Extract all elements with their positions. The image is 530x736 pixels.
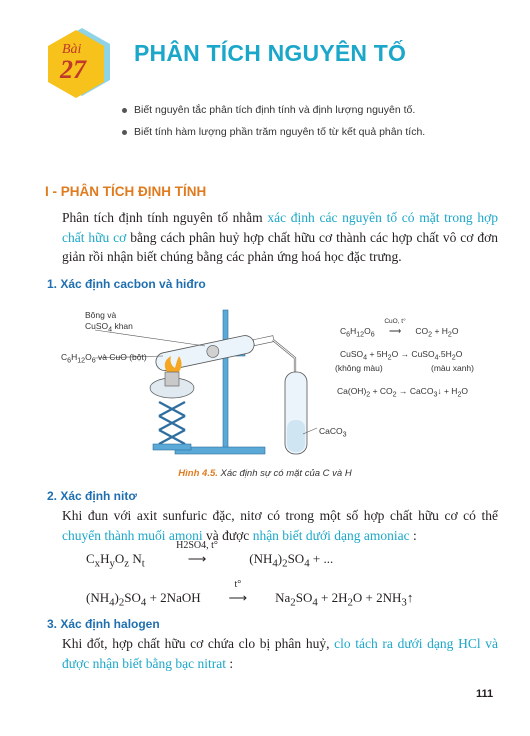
nitrogen-highlight-2: nhận biết dưới dạng amoniac (252, 527, 410, 543)
intro-text-end: bằng cách phân huỷ hợp chất hữu cơ thành các hợp chất vô cơ đơn giản rồi nhận biết chúng bằng các phản ứng hoá học đặc trưng. (62, 229, 498, 264)
label-cotton: Bông và (85, 310, 117, 320)
nitrogen-equation-2: $(NH_4)_2SO_4$ + 2NaOH t° ⟶ $Na_2SO_4 + 2H_2O$ + $2NH_3↑$ (86, 579, 414, 609)
nitrogen-equation-1: $C_xH_yO_z$ $N_t$ H2SO4, t° ⟶ $(NH_4)_2SO_4$ + ... (86, 540, 334, 570)
halogen-text: Khi đốt, hợp chất hữu cơ chứa clo bị phân huỷ, (62, 636, 335, 651)
nitrogen-text-2: và được (202, 527, 253, 543)
equation-3: $Ca(OH)_2 + CO_2$ → CaCO$_3$↓ + $H_2O$ (337, 386, 469, 399)
label-caco3: CaCO$_3$ (319, 426, 347, 439)
label-cuso4-b: khan (112, 321, 133, 331)
subheading-nitrogen: 2. Xác định nitơ (47, 489, 137, 503)
caption-label: Hình 4.5. (178, 468, 218, 479)
figure-apparatus (55, 302, 500, 464)
intro-highlight: xác định các nguyên tố có mặt trong hợp chất hữu cơ (62, 210, 498, 245)
lesson-number: 27 (60, 55, 86, 84)
halogen-highlight: clo tách ra dưới dạng HCl và được nhận biết bằng bạc nitrat (62, 636, 498, 671)
subheading-halogen: 3. Xác định halogen (47, 617, 160, 631)
eq1-condition: CuO, t° (384, 318, 406, 325)
eq-n2-condition: t° (234, 579, 242, 590)
label-cuso4 (85, 321, 133, 334)
lesson-label: Bài (62, 42, 82, 57)
label-sample: $C_6H_{12}O_6$ và CuO (bột) (61, 352, 147, 365)
eq2-note-right: (màu xanh) (431, 363, 474, 373)
page-title: PHÂN TÍCH NGUYÊN TỐ (134, 40, 407, 66)
halogen-text-end: : (226, 655, 234, 671)
subheading-carbon-hydrogen: 1. Xác định cacbon và hiđro (47, 277, 206, 291)
objective-item: Biết tính hàm lượng phần trăm nguyên tố từ kết quả phân tích. (120, 124, 425, 146)
page-number: 111 (476, 688, 494, 700)
nitrogen-highlight-1: chuyển thành muối amoni (62, 527, 203, 543)
label-cuso4-a: CuSO (85, 321, 109, 331)
equation-2: CuSO$_4$ + $5H_2O$ → $CuSO_4.5H_2O$ (340, 349, 463, 362)
figure-caption (0, 468, 530, 479)
objective-item: Biết nguyên tắc phân tích định tính và định lượng nguyên tố. (120, 102, 425, 124)
equation-1: $C_6H_{12}O_6$ CuO, t° ⟶ $CO_2 + H_2O$ (340, 318, 459, 339)
nitrogen-text: Khi đun với axit sunfuric đặc, nitơ có trong một số hợp chất hữu cơ có thể (62, 508, 498, 523)
caption-text: Xác định sự có mặt của C và H (217, 468, 352, 479)
halogen-paragraph (62, 634, 498, 673)
nitrogen-text-3: : (409, 527, 417, 543)
eq2-note-left: (không màu) (335, 363, 383, 373)
objectives-list (120, 102, 425, 146)
section-heading: I - PHÂN TÍCH ĐỊNH TÍNH (45, 184, 207, 199)
label-cuso4-sub: 4 (108, 325, 113, 334)
eq-n1-condition: H2SO4, t° (176, 540, 218, 551)
section-intro (62, 208, 498, 267)
intro-text: Phân tích định tính nguyên tố nhằm (62, 210, 268, 225)
nitrogen-paragraph (62, 506, 498, 545)
